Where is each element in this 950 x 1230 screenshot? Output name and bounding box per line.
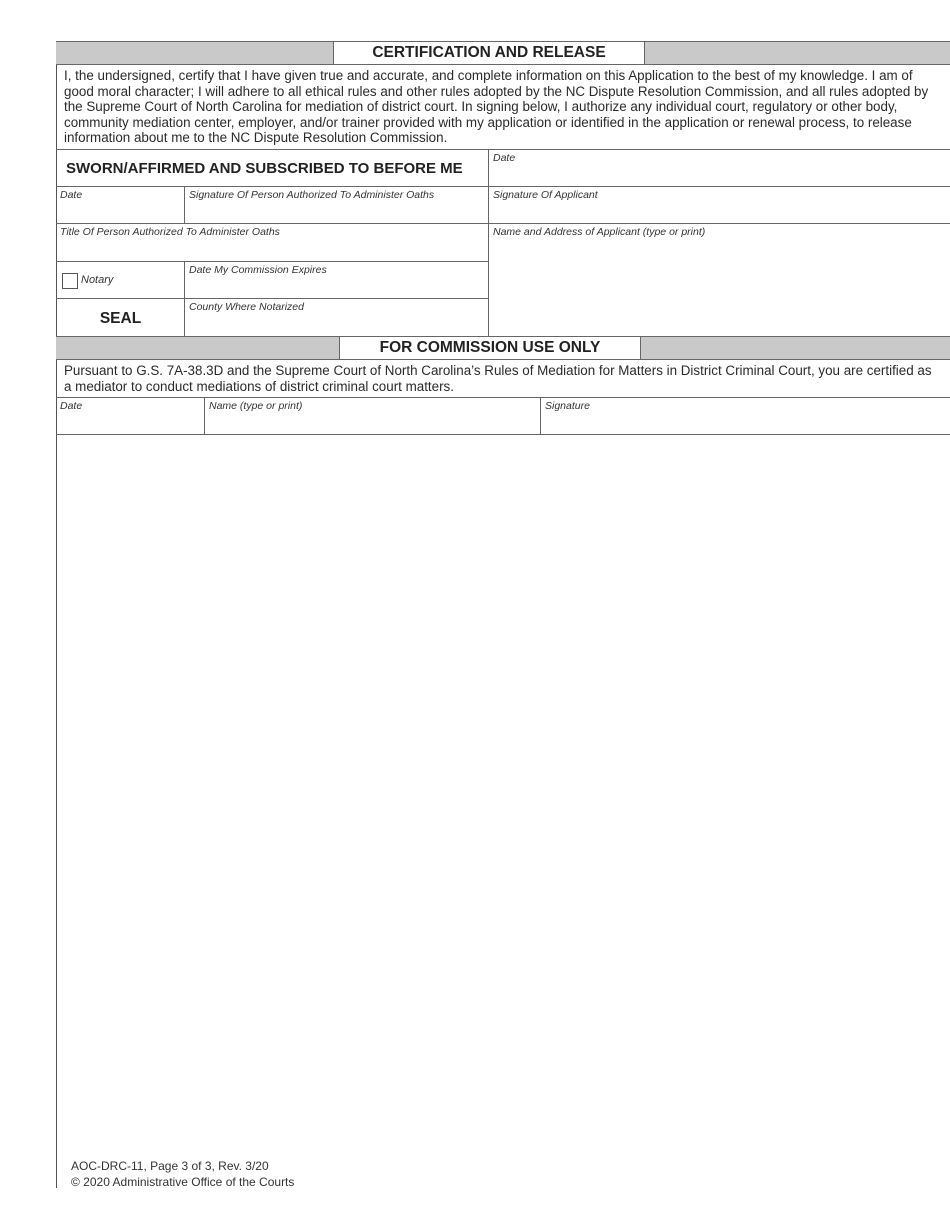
sworn-heading: SWORN/AFFIRMED AND SUBSCRIBED TO BEFORE ME	[66, 159, 463, 177]
sworn-heading-cell	[56, 150, 489, 187]
applicant-date-label: Date	[493, 151, 516, 164]
county-notarized-field[interactable]	[185, 299, 489, 337]
commission-expires-field[interactable]	[185, 262, 489, 299]
certification-text: I, the undersigned, certify that I have given true and accurate, and complete information on this Application to the best of my knowledge. I am of good moral character; I will adhere to all ethical rules and other rules adopted by the NC Dispute Resolution Commission, and all rules adopted by the Supreme Court of North Carolina for mediation of district court. In signing below, I authorize any individual court, regulatory or other body, community mediation center, employer, and/or trainer provided with my application or identified in the application or renewal process, to release information about me to the NC Dispute Resolution Commission.	[56, 65, 950, 150]
copyright: © 2020 Administrative Office of the Courts	[71, 1174, 295, 1189]
notary-checkbox[interactable]	[62, 273, 78, 289]
applicant-name-address-label: Name and Address of Applicant (type or print)	[493, 225, 706, 238]
seal-label: SEAL	[99, 309, 142, 327]
oath-signature-label: Signature Of Person Authorized To Administer Oaths	[189, 188, 435, 201]
commission-text: Pursuant to G.S. 7A-38.3D and the Supreme Court of North Carolina’s Rules of Mediation for Matters in District Criminal Court, you are certified as a mediator to conduct mediations of district criminal court matters.	[56, 360, 950, 398]
commission-signature-label: Signature	[545, 400, 590, 413]
sworn-applicant-grid	[56, 150, 950, 337]
oath-signature-field[interactable]	[185, 187, 489, 224]
notary-label: Notary	[81, 273, 114, 286]
seal-cell	[56, 299, 185, 337]
notary-cell	[56, 262, 185, 299]
commission-name-label: Name (type or print)	[209, 400, 303, 413]
oath-date-field[interactable]	[56, 187, 185, 224]
certification-header-band	[56, 41, 950, 65]
county-notarized-label: County Where Notarized	[189, 300, 304, 313]
applicant-signature-field[interactable]	[489, 187, 950, 224]
commission-date-field[interactable]	[56, 398, 205, 435]
commission-name-field[interactable]	[205, 398, 541, 435]
form-id: AOC-DRC-11, Page 3 of 3, Rev. 3/20	[71, 1159, 269, 1173]
commission-date-label: Date	[60, 400, 83, 413]
oath-date-label: Date	[60, 188, 83, 201]
oath-title-field[interactable]	[56, 224, 489, 262]
commission-expires-label: Date My Commission Expires	[189, 263, 327, 276]
commission-header-band	[56, 337, 950, 360]
applicant-name-address-field[interactable]	[489, 224, 950, 337]
certification-title: CERTIFICATION AND RELEASE	[333, 41, 645, 65]
page-footer	[71, 1159, 294, 1190]
application-form	[56, 41, 950, 435]
commission-grid	[56, 398, 950, 435]
commission-signature-field[interactable]	[541, 398, 950, 435]
oath-title-label: Title Of Person Authorized To Administer Oaths	[60, 225, 280, 238]
commission-title: FOR COMMISSION USE ONLY	[339, 336, 641, 360]
applicant-date-field[interactable]	[489, 150, 950, 187]
applicant-signature-label: Signature Of Applicant	[493, 188, 598, 201]
